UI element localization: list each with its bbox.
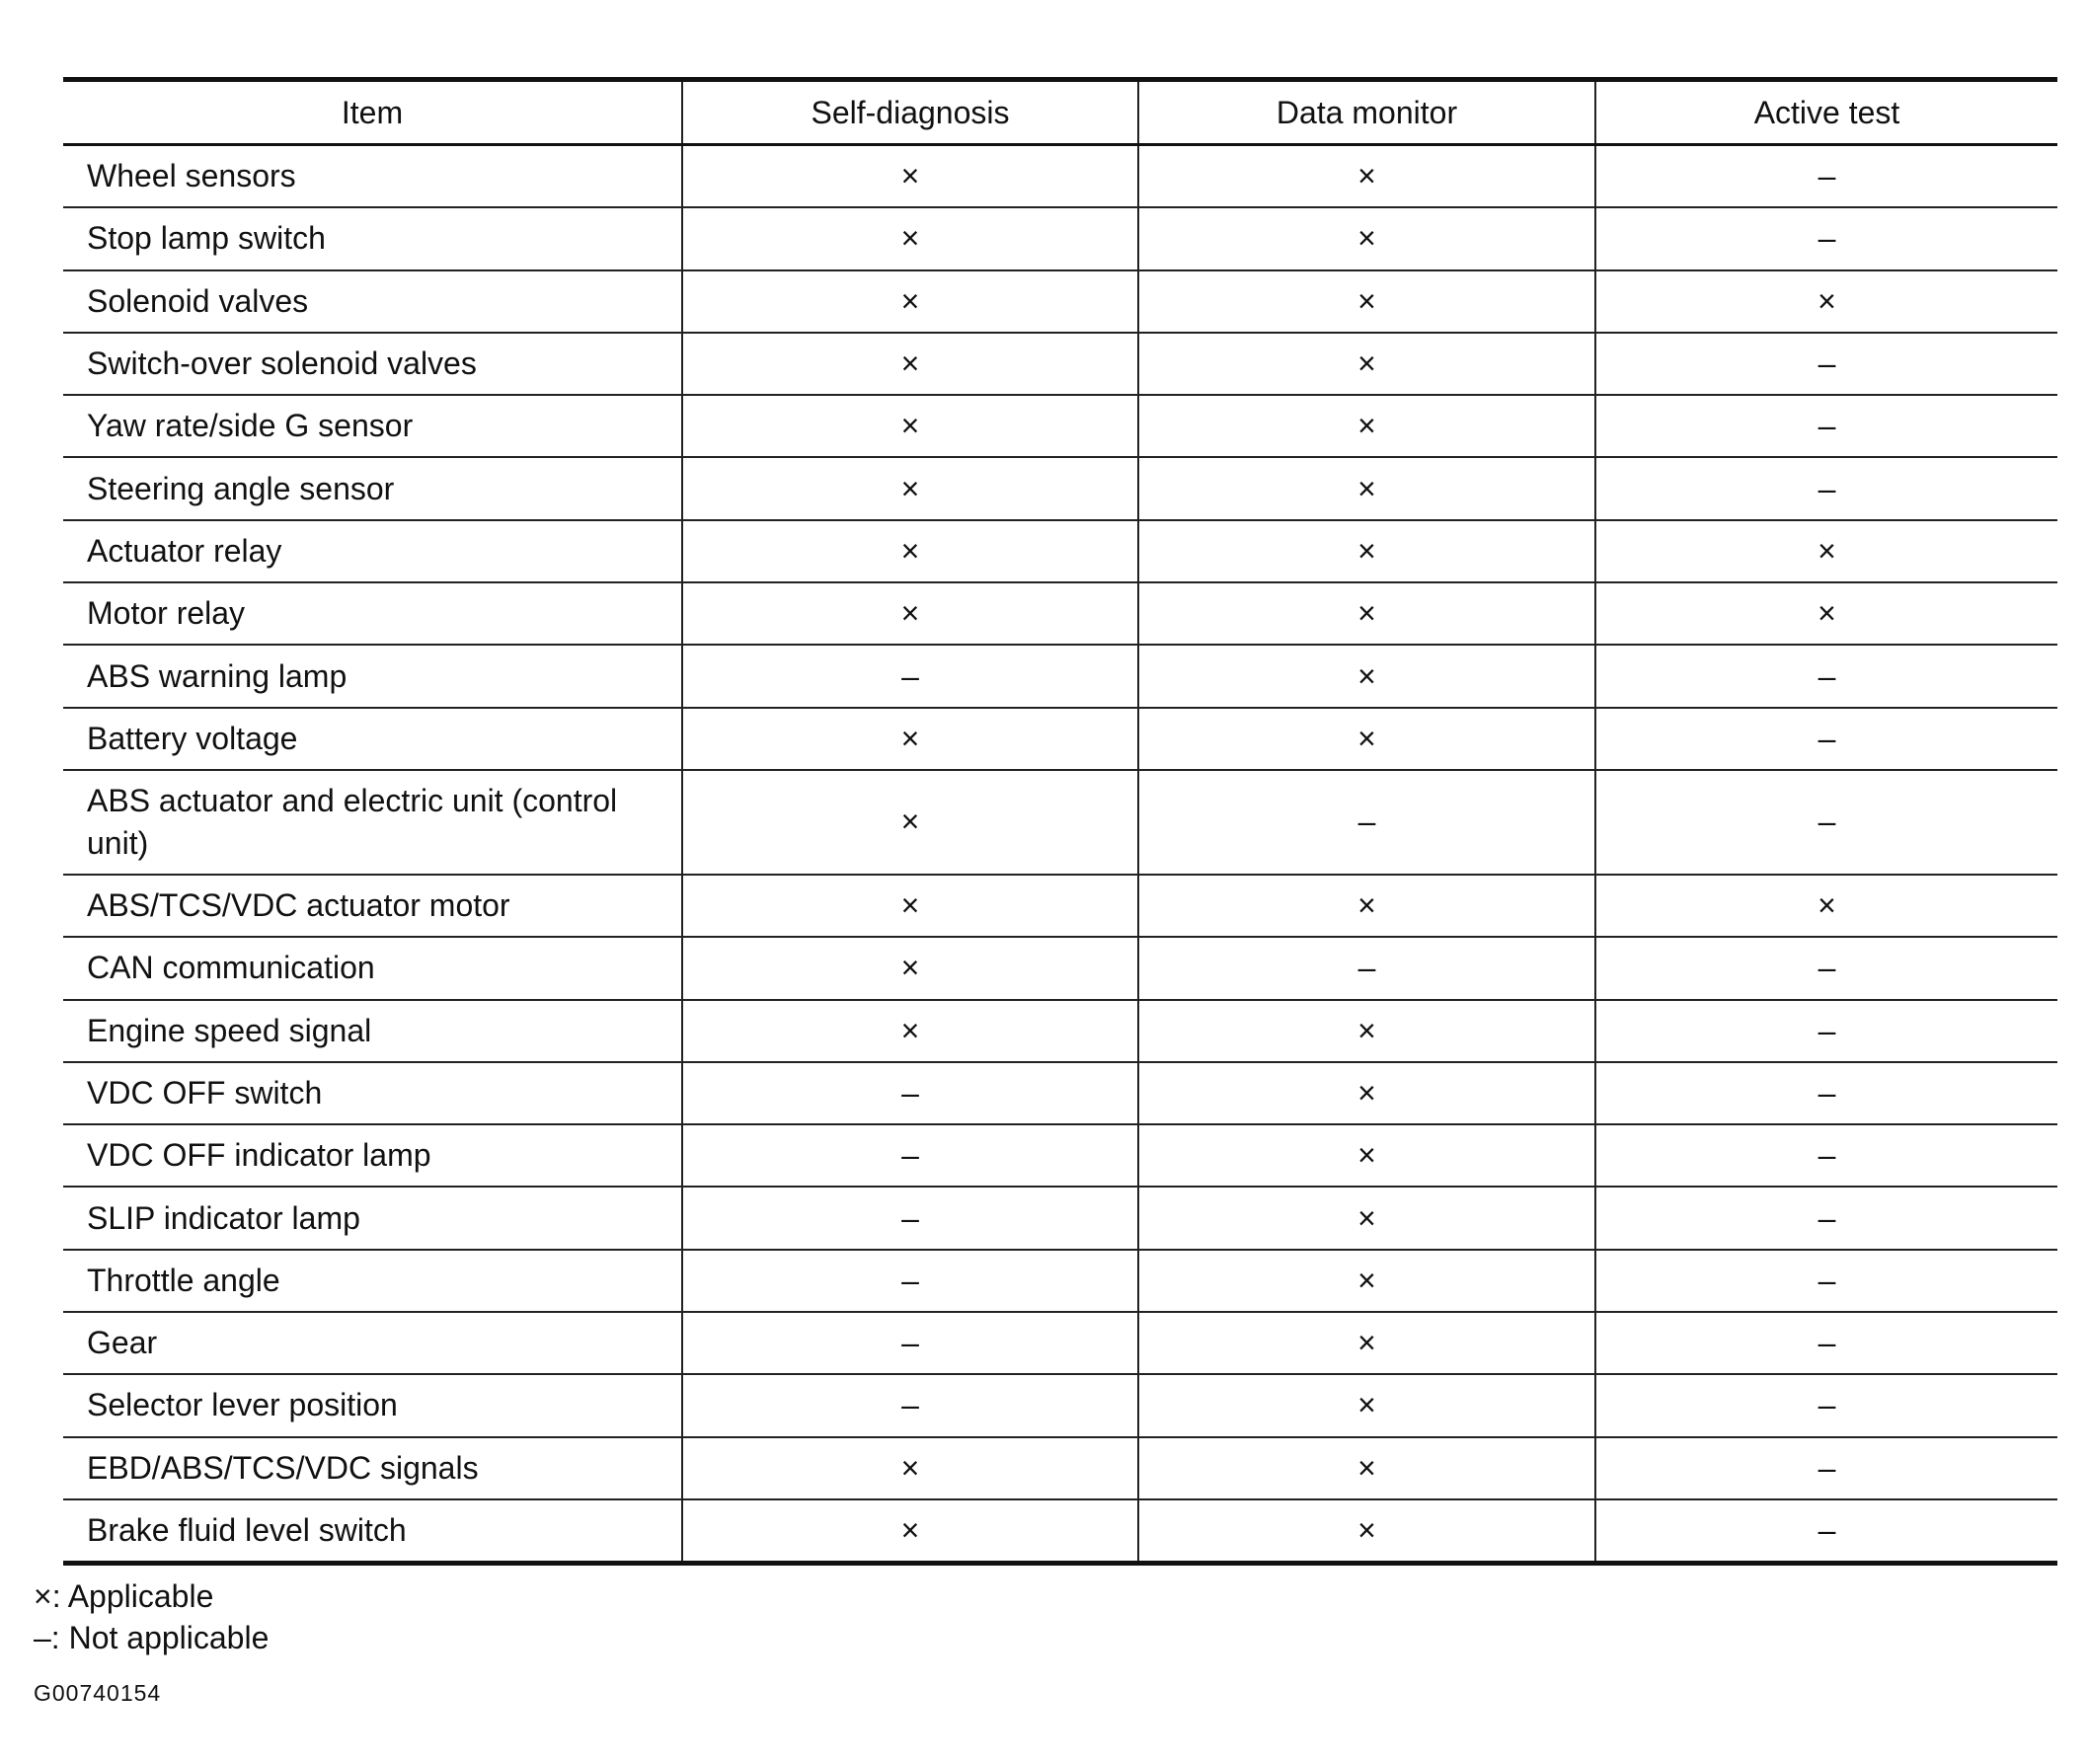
legend-not-applicable: –: Not applicable bbox=[34, 1620, 270, 1656]
active-test-mark: – bbox=[1595, 1499, 2057, 1564]
figure-id: G00740154 bbox=[34, 1680, 162, 1707]
active-test-mark: – bbox=[1595, 395, 2057, 457]
data-monitor-mark: × bbox=[1138, 582, 1595, 645]
item-name-cell: ABS/TCS/VDC actuator motor bbox=[63, 875, 682, 937]
active-test-mark: – bbox=[1595, 1312, 2057, 1374]
table-row bbox=[63, 1062, 2057, 1124]
self-diagnosis-mark: – bbox=[682, 1187, 1138, 1249]
data-monitor-mark: × bbox=[1138, 1250, 1595, 1312]
table-row bbox=[63, 1437, 2057, 1499]
table-row bbox=[63, 270, 2057, 333]
active-test-mark: – bbox=[1595, 145, 2057, 208]
self-diagnosis-mark: × bbox=[682, 770, 1138, 875]
active-test-mark: – bbox=[1595, 1000, 2057, 1062]
table-row bbox=[63, 770, 2057, 875]
active-test-mark: – bbox=[1595, 1250, 2057, 1312]
item-name-cell: Stop lamp switch bbox=[63, 207, 682, 269]
data-monitor-mark: × bbox=[1138, 645, 1595, 707]
active-test-mark: – bbox=[1595, 770, 2057, 875]
item-name-cell: EBD/ABS/TCS/VDC signals bbox=[63, 1437, 682, 1499]
data-monitor-mark: × bbox=[1138, 457, 1595, 519]
active-test-mark: × bbox=[1595, 520, 2057, 582]
self-diagnosis-mark: – bbox=[682, 1062, 1138, 1124]
item-name-cell: Gear bbox=[63, 1312, 682, 1374]
column-header-data-monitor: Data monitor bbox=[1138, 80, 1595, 145]
self-diagnosis-mark: × bbox=[682, 1437, 1138, 1499]
data-monitor-mark: × bbox=[1138, 875, 1595, 937]
table-row bbox=[63, 457, 2057, 519]
data-monitor-mark: × bbox=[1138, 520, 1595, 582]
active-test-mark: – bbox=[1595, 457, 2057, 519]
table-row bbox=[63, 145, 2057, 208]
column-header-active-test: Active test bbox=[1595, 80, 2057, 145]
self-diagnosis-mark: × bbox=[682, 1499, 1138, 1564]
active-test-mark: – bbox=[1595, 1374, 2057, 1436]
item-name-cell: VDC OFF indicator lamp bbox=[63, 1124, 682, 1187]
table-row bbox=[63, 708, 2057, 770]
item-name-cell: Switch-over solenoid valves bbox=[63, 333, 682, 395]
self-diagnosis-mark: × bbox=[682, 520, 1138, 582]
self-diagnosis-mark: × bbox=[682, 207, 1138, 269]
table-row bbox=[63, 1187, 2057, 1249]
diagnosis-document bbox=[34, 77, 2057, 1707]
data-monitor-mark: × bbox=[1138, 1499, 1595, 1564]
active-test-mark: × bbox=[1595, 875, 2057, 937]
data-monitor-mark: × bbox=[1138, 1374, 1595, 1436]
column-header-item: Item bbox=[63, 80, 682, 145]
table-row bbox=[63, 1000, 2057, 1062]
item-name-cell: ABS actuator and electric unit (control unit) bbox=[63, 770, 682, 875]
self-diagnosis-mark: – bbox=[682, 1124, 1138, 1187]
active-test-mark: – bbox=[1595, 1187, 2057, 1249]
table-row bbox=[63, 520, 2057, 582]
item-name-cell: Selector lever position bbox=[63, 1374, 682, 1436]
active-test-mark: – bbox=[1595, 207, 2057, 269]
active-test-mark: – bbox=[1595, 333, 2057, 395]
active-test-mark: – bbox=[1595, 1437, 2057, 1499]
data-monitor-mark: × bbox=[1138, 270, 1595, 333]
table-row bbox=[63, 333, 2057, 395]
active-test-mark: – bbox=[1595, 1062, 2057, 1124]
data-monitor-mark: × bbox=[1138, 1062, 1595, 1124]
table-body bbox=[63, 145, 2057, 1564]
table-row bbox=[63, 395, 2057, 457]
table-row bbox=[63, 1499, 2057, 1564]
data-monitor-mark: × bbox=[1138, 145, 1595, 208]
item-name-cell: Solenoid valves bbox=[63, 270, 682, 333]
self-diagnosis-mark: – bbox=[682, 1312, 1138, 1374]
active-test-mark: × bbox=[1595, 270, 2057, 333]
data-monitor-mark: × bbox=[1138, 1000, 1595, 1062]
table-row bbox=[63, 645, 2057, 707]
item-name-cell: Steering angle sensor bbox=[63, 457, 682, 519]
column-header-self-diagnosis: Self-diagnosis bbox=[682, 80, 1138, 145]
self-diagnosis-mark: × bbox=[682, 708, 1138, 770]
table-row bbox=[63, 1250, 2057, 1312]
data-monitor-mark: × bbox=[1138, 333, 1595, 395]
item-name-cell: Battery voltage bbox=[63, 708, 682, 770]
active-test-mark: × bbox=[1595, 582, 2057, 645]
item-name-cell: Yaw rate/side G sensor bbox=[63, 395, 682, 457]
table-row bbox=[63, 582, 2057, 645]
item-name-cell: Motor relay bbox=[63, 582, 682, 645]
data-monitor-mark: × bbox=[1138, 1437, 1595, 1499]
self-diagnosis-mark: × bbox=[682, 1000, 1138, 1062]
table-row bbox=[63, 1374, 2057, 1436]
table-row bbox=[63, 875, 2057, 937]
data-monitor-mark: × bbox=[1138, 207, 1595, 269]
active-test-mark: – bbox=[1595, 937, 2057, 999]
self-diagnosis-mark: – bbox=[682, 1250, 1138, 1312]
legend bbox=[34, 1575, 2057, 1658]
item-name-cell: Wheel sensors bbox=[63, 145, 682, 208]
legend-applicable: ×: Applicable bbox=[34, 1578, 214, 1615]
self-diagnosis-mark: × bbox=[682, 457, 1138, 519]
item-name-cell: VDC OFF switch bbox=[63, 1062, 682, 1124]
self-diagnosis-mark: – bbox=[682, 645, 1138, 707]
self-diagnosis-mark: × bbox=[682, 333, 1138, 395]
item-name-cell: Actuator relay bbox=[63, 520, 682, 582]
data-monitor-mark: – bbox=[1138, 770, 1595, 875]
self-diagnosis-mark: × bbox=[682, 395, 1138, 457]
data-monitor-mark: × bbox=[1138, 1312, 1595, 1374]
active-test-mark: – bbox=[1595, 708, 2057, 770]
data-monitor-mark: × bbox=[1138, 395, 1595, 457]
self-diagnosis-mark: × bbox=[682, 145, 1138, 208]
data-monitor-mark: × bbox=[1138, 1187, 1595, 1249]
self-diagnosis-mark: × bbox=[682, 875, 1138, 937]
data-monitor-mark: × bbox=[1138, 1124, 1595, 1187]
item-name-cell: Engine speed signal bbox=[63, 1000, 682, 1062]
table-row bbox=[63, 1312, 2057, 1374]
self-diagnosis-mark: × bbox=[682, 582, 1138, 645]
self-diagnosis-mark: × bbox=[682, 270, 1138, 333]
table-row bbox=[63, 937, 2057, 999]
data-monitor-mark: × bbox=[1138, 708, 1595, 770]
item-name-cell: Brake fluid level switch bbox=[87, 1512, 407, 1549]
self-diagnosis-mark: × bbox=[682, 937, 1138, 999]
self-diagnosis-mark: – bbox=[682, 1374, 1138, 1436]
item-name-cell: Throttle angle bbox=[63, 1250, 682, 1312]
item-name-cell: SLIP indicator lamp bbox=[63, 1187, 682, 1249]
item-name-cell: ABS warning lamp bbox=[63, 645, 682, 707]
table-row bbox=[63, 1124, 2057, 1187]
item-name-cell: CAN communication bbox=[63, 937, 682, 999]
data-monitor-mark: – bbox=[1138, 937, 1595, 999]
active-test-mark: – bbox=[1595, 1124, 2057, 1187]
diagnosis-item-table bbox=[63, 77, 2057, 1566]
active-test-mark: – bbox=[1595, 645, 2057, 707]
table-header-row bbox=[63, 80, 2057, 145]
table-row bbox=[63, 207, 2057, 269]
